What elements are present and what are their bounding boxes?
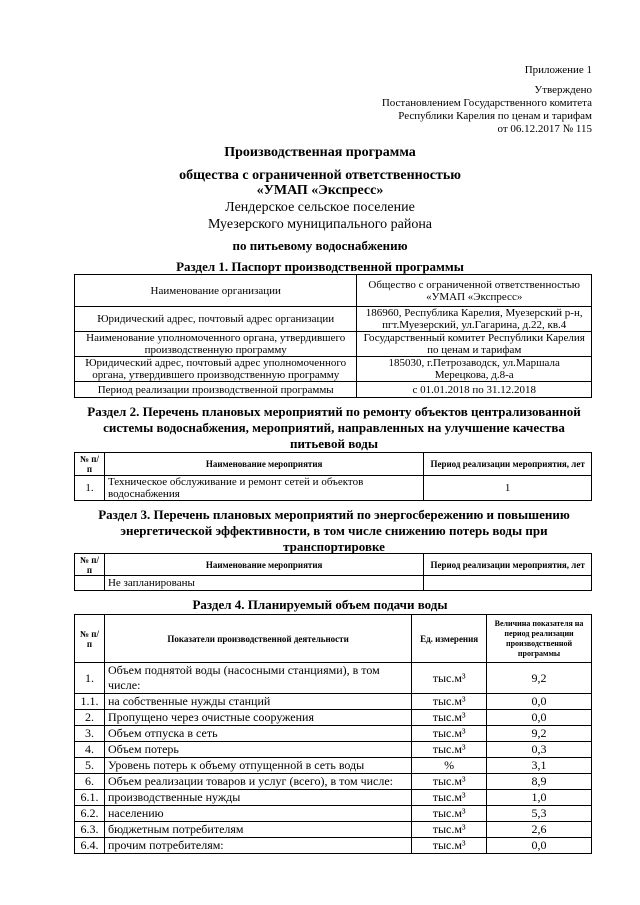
section3-heading: Раздел 3. Перечень плановых мероприятий по энергосбережению и повышению энергетической эффективности, в том числе снижению потерь воды при транспортировке xyxy=(98,507,570,554)
row-value: 2,6 xyxy=(487,822,592,838)
passport-label: Наименование организации xyxy=(75,275,357,307)
row-value: 8,9 xyxy=(487,774,592,790)
table-row xyxy=(75,554,592,576)
col-unit-header: Ед. измерения xyxy=(412,615,487,663)
row-name: на собственные нужды станций xyxy=(104,694,411,710)
col-name-header: Показатели производственной деятельности xyxy=(104,615,411,663)
water-supply-table xyxy=(74,614,592,854)
col-num-header: № п/п xyxy=(75,615,105,663)
row-value: 3,1 xyxy=(487,758,592,774)
row-unit: тыс.м³ xyxy=(412,694,487,710)
col-period-header: Период реализации мероприятия, лет xyxy=(424,453,592,476)
row-value: 0,0 xyxy=(487,710,592,726)
district: Муезерского муниципального района xyxy=(207,217,433,232)
row-name: Пропущено через очистные сооружения xyxy=(104,710,411,726)
table-row xyxy=(75,453,592,476)
row-value: 0,0 xyxy=(487,694,592,710)
row-value: 1,0 xyxy=(487,790,592,806)
table-row xyxy=(75,357,592,382)
row-unit: тыс.м³ xyxy=(412,742,487,758)
col-num-header: № п/п xyxy=(75,453,105,476)
program-subject: по питьевому водоснабжению xyxy=(232,238,408,253)
row-num: 3. xyxy=(75,726,105,742)
table-row xyxy=(75,742,592,758)
row-name: Техническое обслуживание и ремонт сетей и объектов водоснабжения xyxy=(104,476,423,501)
org-name: «УМАП «Экспресс» xyxy=(256,183,384,198)
row-period: 1 xyxy=(424,476,592,501)
passport-label: Юридический адрес, почтовый адрес организации xyxy=(75,307,357,332)
row-unit: тыс.м³ xyxy=(412,806,487,822)
row-unit: тыс.м³ xyxy=(412,726,487,742)
approval-date: от 06.12.2017 № 115 xyxy=(497,123,592,135)
measures-table xyxy=(74,452,592,501)
section2-heading: Раздел 2. Перечень плановых мероприятий по ремонту объектов централизованной системы водоснабжения, мероприятий, направленных на улучшение качества питьевой воды xyxy=(87,404,581,451)
row-num: 1.1. xyxy=(75,694,105,710)
row-name: бюджетным потребителям xyxy=(104,822,411,838)
row-num: 6.2. xyxy=(75,806,105,822)
col-period-header: Период реализации мероприятия, лет xyxy=(424,554,592,576)
settlement: Лендерское сельское поселение xyxy=(225,200,415,215)
row-period xyxy=(424,576,592,591)
row-unit: тыс.м³ xyxy=(412,774,487,790)
row-num: 6.1. xyxy=(75,790,105,806)
table-row xyxy=(75,758,592,774)
table-row xyxy=(75,307,592,332)
row-value: 0,3 xyxy=(487,742,592,758)
energy-table xyxy=(74,553,592,591)
row-unit: тыс.м³ xyxy=(412,822,487,838)
row-name: Не запланированы xyxy=(104,576,423,591)
table-row xyxy=(75,576,592,591)
table-row xyxy=(75,726,592,742)
section1-heading: Раздел 1. Паспорт производственной программы xyxy=(176,259,464,274)
row-num: 5. xyxy=(75,758,105,774)
row-name: Уровень потерь к объему отпущенной в сеть воды xyxy=(104,758,411,774)
table-row xyxy=(75,615,592,663)
row-unit: тыс.м³ xyxy=(412,790,487,806)
row-num: 2. xyxy=(75,710,105,726)
approval-line-1: Постановлением Государственного комитета xyxy=(381,97,592,109)
passport-table xyxy=(74,274,592,398)
row-num: 6.3. xyxy=(75,822,105,838)
row-name: Объем отпуска в сеть xyxy=(104,726,411,742)
row-unit: тыс.м³ xyxy=(412,663,487,694)
row-name: Объем реализации товаров и услуг (всего), в том числе: xyxy=(104,774,411,790)
approved-label: Утверждено xyxy=(534,84,592,96)
row-value: 5,3 xyxy=(487,806,592,822)
table-row xyxy=(75,790,592,806)
table-row xyxy=(75,774,592,790)
passport-value: Государственный комитет Республики Карелия по ценам и тарифам xyxy=(357,332,592,357)
passport-label: Наименование уполномоченного органа, утвердившего производственную программу xyxy=(75,332,357,357)
row-num xyxy=(75,576,105,591)
row-name: производственные нужды xyxy=(104,790,411,806)
table-row xyxy=(75,806,592,822)
org-title-line: общества с ограниченной ответственностью xyxy=(179,168,461,183)
row-num: 4. xyxy=(75,742,105,758)
table-row xyxy=(75,476,592,501)
row-name: Объем поднятой воды (насосными станциями), в том числе: xyxy=(104,663,411,694)
col-name-header: Наименование мероприятия xyxy=(104,453,423,476)
row-unit: % xyxy=(412,758,487,774)
row-value: 9,2 xyxy=(487,663,592,694)
passport-value: Общество с ограниченной ответственностью «УМАП «Экспресс» xyxy=(357,275,592,307)
table-row xyxy=(75,822,592,838)
table-row xyxy=(75,838,592,854)
row-value: 9,2 xyxy=(487,726,592,742)
section4-heading: Раздел 4. Планируемый объем подачи воды xyxy=(192,597,448,612)
passport-value: 186960, Республика Карелия, Муезерский р-н, пгт.Муезерский, ул.Гагарина, д.22, кв.4 xyxy=(357,307,592,332)
col-value-header: Величина показателя на период реализации производственной программы xyxy=(487,615,592,663)
passport-label: Юридический адрес, почтовый адрес уполномоченного органа, утвердившего производственную программу xyxy=(75,357,357,382)
col-name-header: Наименование мероприятия xyxy=(104,554,423,576)
row-name: Объем потерь xyxy=(104,742,411,758)
table-row xyxy=(75,382,592,398)
doc-title: Производственная программа xyxy=(224,145,416,160)
table-row xyxy=(75,275,592,307)
row-unit: тыс.м³ xyxy=(412,838,487,854)
table-row xyxy=(75,332,592,357)
row-name: населению xyxy=(104,806,411,822)
row-num: 6.4. xyxy=(75,838,105,854)
table-row xyxy=(75,663,592,694)
passport-value: 185030, г.Петрозаводск, ул.Маршала Мерецкова, д.8-а xyxy=(357,357,592,382)
row-name: прочим потребителям: xyxy=(104,838,411,854)
row-num: 6. xyxy=(75,774,105,790)
approval-line-2: Республики Карелия по ценам и тарифам xyxy=(398,110,592,122)
row-value: 0,0 xyxy=(487,838,592,854)
row-num: 1. xyxy=(75,663,105,694)
passport-label: Период реализации производственной программы xyxy=(75,382,357,398)
row-num: 1. xyxy=(75,476,105,501)
appendix-label: Приложение 1 xyxy=(524,64,592,76)
col-num-header: № п/п xyxy=(75,554,105,576)
passport-value: с 01.01.2018 по 31.12.2018 xyxy=(357,382,592,398)
row-unit: тыс.м³ xyxy=(412,710,487,726)
table-row xyxy=(75,694,592,710)
table-row xyxy=(75,710,592,726)
